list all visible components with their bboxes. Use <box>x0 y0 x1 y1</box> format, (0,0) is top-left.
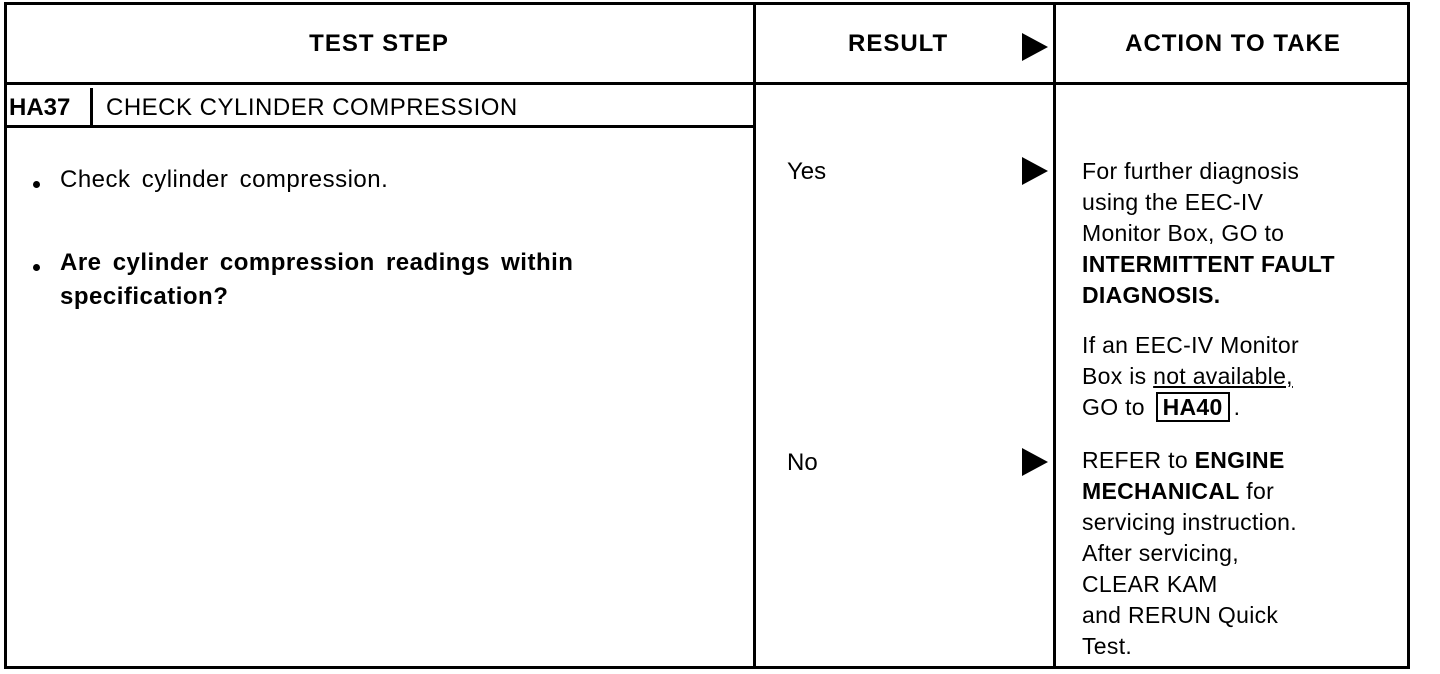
action-yes-alternative <box>1082 330 1402 423</box>
step-question: Are cylinder compression readings within specification? <box>60 249 574 310</box>
action-yes-line: INTERMITTENT FAULT <box>1082 251 1335 277</box>
action-no-line: Test. <box>1082 633 1133 659</box>
step-title: CHECK CYLINDER COMPRESSION <box>106 94 518 121</box>
action-no-line: After servicing, <box>1082 540 1239 566</box>
action-yes <box>1082 156 1402 311</box>
column-divider-action <box>1053 2 1056 669</box>
result-yes-arrow-icon <box>1022 157 1048 185</box>
action-yes-line: using the EEC-IV <box>1082 189 1264 215</box>
action-yes-line: Monitor Box, GO to <box>1082 220 1285 246</box>
action-no-line: MECHANICAL for <box>1082 478 1275 504</box>
action-no <box>1082 445 1402 662</box>
header-result: RESULT <box>848 30 949 57</box>
header-test-step: TEST STEP <box>309 30 449 57</box>
step-id: HA37 <box>9 94 71 121</box>
step-id-separator <box>90 88 93 128</box>
header-divider <box>4 82 1410 85</box>
action-alt-line: If an EEC-IV Monitor <box>1082 332 1299 358</box>
bullet-icon <box>33 181 40 188</box>
action-alt-line: Box is not available, <box>1082 363 1293 389</box>
header-arrow-icon <box>1022 33 1048 61</box>
result-yes: Yes <box>787 158 827 185</box>
action-no-line: and RERUN Quick <box>1082 602 1279 628</box>
result-no: No <box>787 449 818 476</box>
action-no-line: CLEAR KAM <box>1082 571 1218 597</box>
action-yes-line: DIAGNOSIS. <box>1082 282 1221 308</box>
step-instruction: Check cylinder compression. <box>60 166 389 193</box>
result-no-arrow-icon <box>1022 448 1048 476</box>
action-yes-line: For further diagnosis <box>1082 158 1300 184</box>
bullet-icon <box>33 264 40 271</box>
header-action: ACTION TO TAKE <box>1125 30 1341 57</box>
action-no-line: REFER to ENGINE <box>1082 447 1285 473</box>
step-reference-link[interactable]: HA40 <box>1156 392 1230 422</box>
action-no-line: servicing instruction. <box>1082 509 1297 535</box>
action-alt-line: GO to HA40 . <box>1082 394 1241 420</box>
